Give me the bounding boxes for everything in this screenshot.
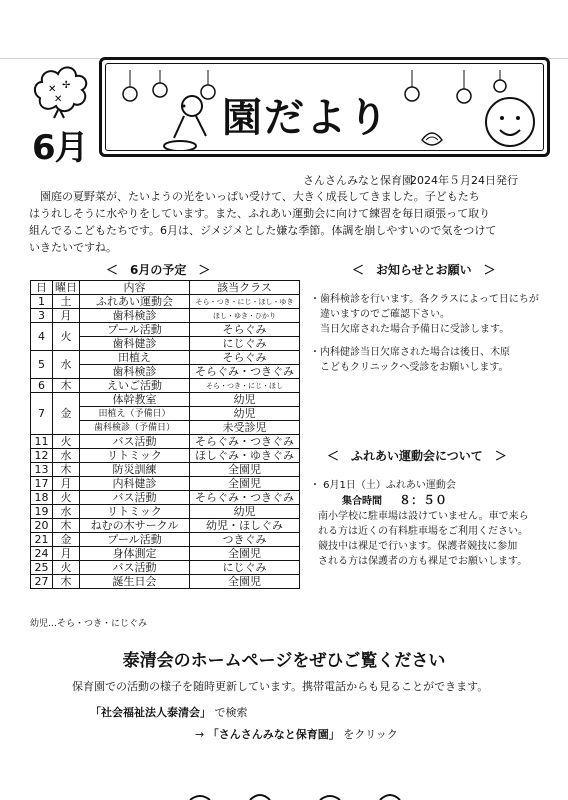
row-weekday: 土 [53,295,80,309]
sportsday-line: 南小学校に駐車場は設けていません。車で来ら [318,511,529,522]
row-content: 身体測定 [80,547,190,561]
table-header-row [31,281,300,295]
table-row [31,561,300,575]
row-day: 21 [31,533,53,547]
assembly-time: ８：５０ [398,493,447,507]
row-class: そらぐみ [190,323,300,337]
table-row [31,533,300,547]
svg-text:✢: ✢ [62,80,71,91]
row-class: 全園児 [190,547,300,561]
kids-illustration-left [120,70,220,150]
month-label: 6月 [32,128,88,168]
click-target: 「さんさんみなと保育園」 [207,728,340,741]
table-row [31,435,300,449]
header-weekday: 曜日 [53,281,80,295]
table-row [31,379,300,393]
row-weekday: 水 [53,351,80,379]
flower-illustration [30,58,94,120]
intro-line: 園庭の夏野菜が、たいようの光をいっぱい受けて、大きく成長してきました。子どもたち [29,190,480,203]
sportsday-body [310,478,529,569]
title-banner [99,57,550,157]
row-class: 幼児・ほしぐみ [190,519,300,533]
row-day: 18 [31,491,53,505]
homepage-description: 保育園での活動の様子を随時更新しています。携帯電話からも見ることができます。 [72,680,489,693]
row-class: そら・つき・にじ・ほし・ゆき [190,295,300,309]
row-weekday: 木 [53,575,80,589]
notice-line: ・内科健診当日欠席された場合は後日、木原 [310,347,510,358]
notice-line [310,337,539,345]
row-day: 3 [31,309,53,323]
sportsday-date: ・ 6月1日（土）ふれあい運動会 [310,480,456,491]
notice-line: 当日欠席された場合予備日に受診します。 [310,324,510,335]
row-weekday: 火 [53,323,80,351]
issuer-name: さんさんみなと保育園 [303,174,413,187]
sportsday-title: ＜ ふれあい運動会について ＞ [327,449,507,463]
table-row [31,393,300,407]
click-suffix: をクリック [343,728,398,741]
row-weekday: 木 [53,519,80,533]
sportsday-line: 競技中は裸足で行います。保護者競技に参加 [318,541,518,552]
intro-line: はうれしそうに水やりをしています。また、ふれあい運動会に向けて練習を毎日頑張って取り [29,207,491,220]
notice-line: 違いますのでご確認下さい。 [310,309,450,320]
notice-line: ・歯科検診を行います。各クラスによって日にちが [310,294,539,305]
decorative-border [180,788,420,800]
schedule-table [30,280,300,589]
row-content: プール活動 [80,533,190,547]
intro-line: 組んでるこどもたちです。6月は、ジメジメとした嫌な季節。体調を崩しやすいので気をつけて [29,224,497,237]
row-day: 27 [31,575,53,589]
table-row [31,323,300,337]
row-content: バス活動 [80,435,190,449]
issue-date: 2024年５月24日発行 [410,174,518,187]
search-instruction [90,704,248,720]
sportsday-line: れる方は近くの有料駐車場をご利用ください。 [318,526,528,537]
row-day: 24 [31,547,53,561]
schedule-title: ＜ 6月の予定 ＞ [106,263,211,277]
table-row [31,547,300,561]
row-content: 田植え（予備日） [80,407,190,421]
row-day: 7 [31,393,53,435]
header-content: 内容 [80,281,190,295]
row-class: 全園児 [190,575,300,589]
row-day: 19 [31,505,53,519]
row-day: 12 [31,449,53,463]
notices-title: ＜ お知らせとお願い ＞ [352,263,496,277]
row-weekday: 金 [53,393,80,435]
search-term: 「社会福祉法人泰清会」 [90,706,211,719]
row-content: 誕生日会 [80,575,190,589]
row-content: バス活動 [80,491,190,505]
row-weekday: 月 [53,547,80,561]
row-day: 20 [31,519,53,533]
table-row [31,491,300,505]
row-content: 防災訓練 [80,463,190,477]
row-class: そら・つき・にじ・ほし [190,379,300,393]
row-class: にじぐみ [190,561,300,575]
row-content: バス活動 [80,561,190,575]
row-day: 6 [31,379,53,393]
row-weekday: 月 [53,477,80,491]
row-class: そらぐみ・つきぐみ [190,491,300,505]
row-weekday: 水 [53,505,80,519]
notice-line: こどもクリニックへ受診をお願いします。 [310,362,509,373]
row-class: ほし・ゆき・ひかり [190,309,300,323]
row-class: 未受診児 [190,421,300,435]
row-class: ほしぐみ・ゆきぐみ [190,449,300,463]
viewer-top-bar [0,0,568,59]
table-row [31,295,300,309]
newsletter-title: 園だより [222,95,390,141]
assembly-time-label: 集合時間 [342,496,382,507]
row-content: プール活動 [80,323,190,337]
row-weekday: 水 [53,449,80,463]
assembly-time-row [310,493,529,509]
search-suffix: で検索 [214,706,248,719]
row-weekday: 火 [53,491,80,505]
header-day: 日 [31,281,53,295]
arrow-icon: → [195,728,205,741]
row-weekday: 火 [53,561,80,575]
sportsday-line: される方は保護者の方も裸足でお願いします。 [318,556,528,567]
row-class: 全園児 [190,463,300,477]
row-content: 体幹教室 [80,393,190,407]
table-row [31,519,300,533]
row-class: 幼児 [190,393,300,407]
row-class: 全園児 [190,477,300,491]
row-content: リトミック [80,449,190,463]
row-content: えいご活動 [80,379,190,393]
row-content: 歯科検診 [80,309,190,323]
svg-text:✕: ✕ [48,84,57,95]
row-content: ねむの木サークル [80,519,190,533]
table-row [31,463,300,477]
click-instruction [195,726,398,742]
svg-text:✕: ✕ [54,94,63,105]
row-day: 4 [31,323,53,351]
header-class: 該当クラス [190,281,300,295]
row-content: リトミック [80,505,190,519]
notices-body [310,292,539,375]
row-weekday: 火 [53,435,80,449]
homepage-title: 泰清会のホームページをぜひご覧ください [122,651,446,671]
kids-illustration-right [402,70,547,154]
row-day: 13 [31,463,53,477]
table-row [31,575,300,589]
intro-line: いきたいですね。 [29,241,117,254]
intro-paragraph [29,188,549,256]
table-row [31,505,300,519]
row-weekday: 木 [53,463,80,477]
row-day: 17 [31,477,53,491]
table-row [31,351,300,365]
row-class: そらぐみ・つきぐみ [190,365,300,379]
row-day: 1 [31,295,53,309]
table-row [31,477,300,491]
row-day: 25 [31,561,53,575]
row-content: 田植え [80,351,190,365]
row-day: 11 [31,435,53,449]
table-row [31,309,300,323]
row-weekday: 月 [53,309,80,323]
row-weekday: 金 [53,533,80,547]
row-class: そらぐみ [190,351,300,365]
row-content: ふれあい運動会 [80,295,190,309]
row-content: 歯科健診 [80,337,190,351]
row-day: 5 [31,351,53,379]
row-content: 歯科検診 [80,365,190,379]
row-weekday: 木 [53,379,80,393]
row-class: にじぐみ [190,337,300,351]
table-row [31,449,300,463]
row-class: 幼児 [190,407,300,421]
row-class: つきぐみ [190,533,300,547]
row-class: 幼児 [190,505,300,519]
row-class: そらぐみ・つきぐみ [190,435,300,449]
row-content: 歯科検診（予備日） [80,421,190,435]
schedule-footnote: 幼児…そら・つき・にじぐみ [30,619,148,629]
row-content: 内科健診 [80,477,190,491]
